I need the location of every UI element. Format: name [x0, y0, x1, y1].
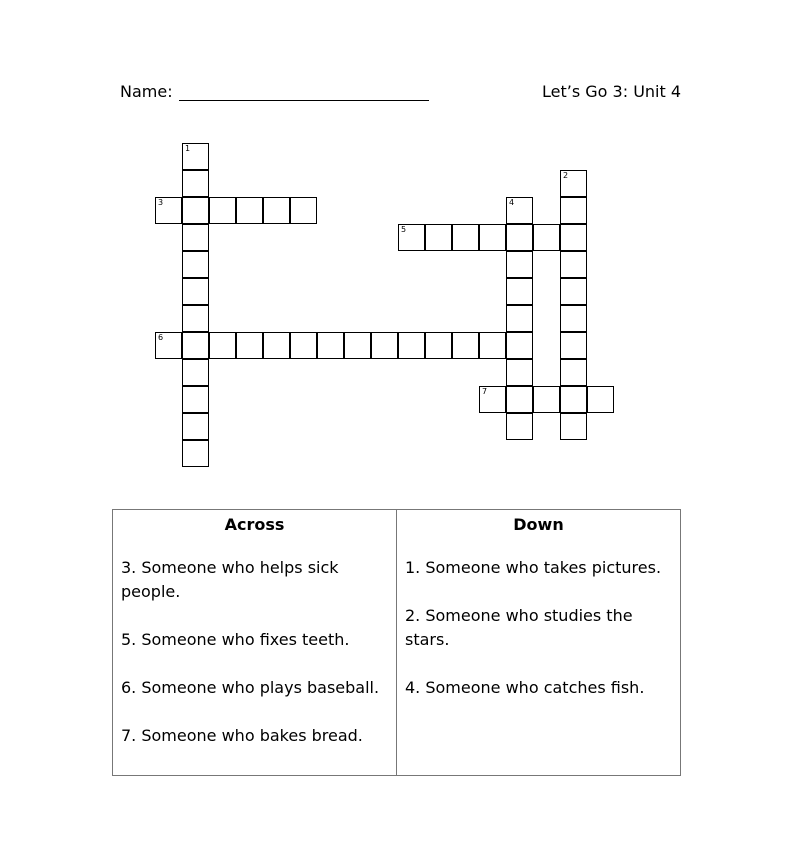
- crossword-cell[interactable]: [479, 386, 506, 413]
- crossword-cell[interactable]: [560, 332, 587, 359]
- crossword-cell[interactable]: [182, 305, 209, 332]
- crossword-cell[interactable]: [182, 143, 209, 170]
- crossword-cell[interactable]: [506, 305, 533, 332]
- crossword-cell[interactable]: [506, 332, 533, 359]
- crossword-cell[interactable]: [452, 332, 479, 359]
- crossword-cell[interactable]: [236, 197, 263, 224]
- crossword-cell[interactable]: [506, 224, 533, 251]
- crossword-cell[interactable]: [182, 332, 209, 359]
- crossword-cell[interactable]: [182, 359, 209, 386]
- crossword-cell[interactable]: [560, 197, 587, 224]
- crossword-cell[interactable]: [533, 386, 560, 413]
- crossword-cell[interactable]: [506, 251, 533, 278]
- crossword-cell[interactable]: [506, 359, 533, 386]
- crossword-cell[interactable]: [182, 197, 209, 224]
- crossword-cell[interactable]: [425, 224, 452, 251]
- clue-table: [112, 509, 681, 776]
- crossword-cell[interactable]: [344, 332, 371, 359]
- crossword-cell[interactable]: [371, 332, 398, 359]
- crossword-cell[interactable]: [560, 359, 587, 386]
- name-label: Name:: [120, 82, 173, 101]
- crossword-cell[interactable]: [506, 386, 533, 413]
- crossword-cell[interactable]: [236, 332, 263, 359]
- across-clue: 3. Someone who helps sick people.: [121, 558, 339, 601]
- crossword-cell[interactable]: [560, 170, 587, 197]
- crossword-cell[interactable]: [425, 332, 452, 359]
- across-clue: 5. Someone who fixes teeth.: [121, 630, 350, 649]
- clue-number: 7: [482, 387, 488, 396]
- crossword-cell[interactable]: [182, 386, 209, 413]
- crossword-cell[interactable]: [560, 278, 587, 305]
- crossword-cell[interactable]: [560, 386, 587, 413]
- crossword-cell[interactable]: [506, 197, 533, 224]
- crossword-cell[interactable]: [587, 386, 614, 413]
- clue-number: 1: [185, 144, 191, 153]
- clue-number: 4: [509, 198, 515, 207]
- crossword-cell[interactable]: [290, 332, 317, 359]
- clue-number: 6: [158, 333, 164, 342]
- crossword-cell[interactable]: [533, 224, 560, 251]
- down-clue: 4. Someone who catches fish.: [405, 678, 645, 697]
- crossword-cell[interactable]: [263, 332, 290, 359]
- crossword-cell[interactable]: [560, 413, 587, 440]
- down-clue: 1. Someone who takes pictures.: [405, 558, 662, 577]
- across-clue: 7. Someone who bakes bread.: [121, 726, 363, 745]
- across-clue: 6. Someone who plays baseball.: [121, 678, 380, 697]
- crossword-cell[interactable]: [182, 224, 209, 251]
- crossword-cell[interactable]: [209, 332, 236, 359]
- unit-title: Let’s Go 3: Unit 4: [542, 82, 682, 101]
- crossword-cell[interactable]: [479, 332, 506, 359]
- crossword-cell[interactable]: [182, 413, 209, 440]
- crossword-cell[interactable]: [290, 197, 317, 224]
- crossword-cell[interactable]: [182, 278, 209, 305]
- down-clue: 2. Someone who studies the stars.: [405, 606, 633, 649]
- crossword-cell[interactable]: [479, 224, 506, 251]
- crossword-cell[interactable]: [452, 224, 479, 251]
- across-column: [113, 510, 397, 775]
- crossword-cell[interactable]: [263, 197, 290, 224]
- down-column: [397, 510, 680, 775]
- crossword-cell[interactable]: [398, 224, 425, 251]
- clue-number: 2: [563, 171, 569, 180]
- clue-number: 3: [158, 198, 164, 207]
- crossword-cell[interactable]: [317, 332, 344, 359]
- crossword-cell[interactable]: [506, 278, 533, 305]
- crossword-cell[interactable]: [182, 440, 209, 467]
- across-title: Across: [224, 515, 285, 534]
- crossword-cell[interactable]: [560, 224, 587, 251]
- crossword-cell[interactable]: [398, 332, 425, 359]
- crossword-cell[interactable]: [506, 413, 533, 440]
- crossword-cell[interactable]: [182, 251, 209, 278]
- crossword-cell[interactable]: [182, 170, 209, 197]
- crossword-cell[interactable]: [155, 197, 182, 224]
- crossword-cell[interactable]: [560, 251, 587, 278]
- crossword-cell[interactable]: [560, 305, 587, 332]
- crossword-cell[interactable]: [155, 332, 182, 359]
- down-title: Down: [513, 515, 564, 534]
- clue-number: 5: [401, 225, 407, 234]
- crossword-cell[interactable]: [209, 197, 236, 224]
